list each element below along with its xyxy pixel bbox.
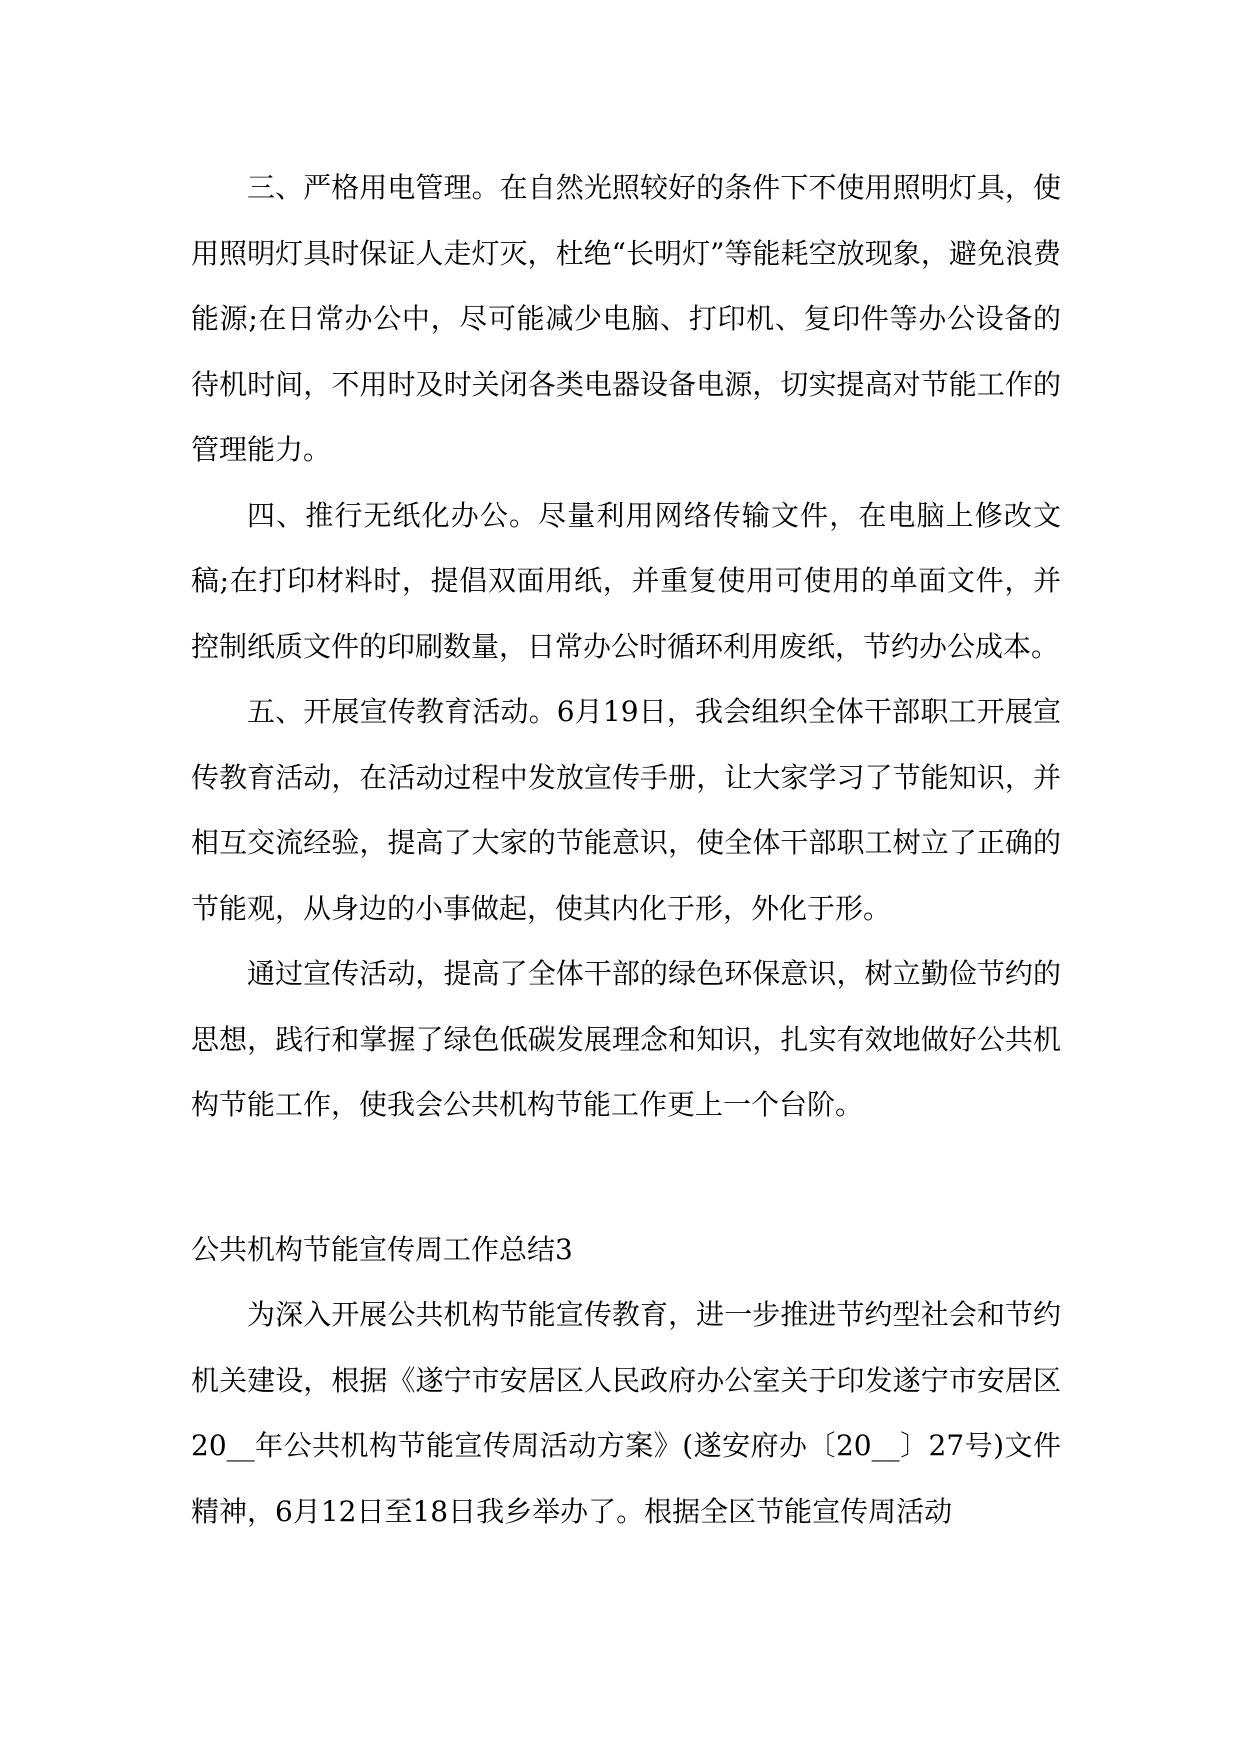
section-heading: 公共机构节能宣传周工作总结3 bbox=[191, 1232, 573, 1266]
paragraph-section3-intro: 为深入开展公共机构节能宣传教育，进一步推进节约型社会和节约机关建设，根据《遂宁市安居区人民政府办公室关于印发遂宁市安居区20__年公共机构节能宣传周活动方案》(遂安府办〔20__〕27号)文件精神，6月12日至18日我乡举办了。根据全区节能宣传周活动 bbox=[191, 1298, 1061, 1528]
document-page bbox=[191, 155, 1061, 1544]
paragraph-activity-summary: 通过宣传活动，提高了全体干部的绿色环保意识，树立勤俭节约的思想，践行和掌握了绿色低碳发展理念和知识，扎实有效地做好公共机构节能工作，使我会公共机构节能工作更上一个台阶。 bbox=[191, 957, 1061, 1121]
paragraph-paperless-office: 四、推行无纸化办公。尽量利用网络传输文件，在电脑上修改文稿;在打印材料时，提倡双面用纸，并重复使用可使用的单面文件，并控制纸质文件的印刷数量，日常办公时循环利用废纸，节约办公成本。 bbox=[191, 498, 1061, 663]
section-gap bbox=[191, 1138, 1061, 1217]
paragraph-electricity-management: 三、严格用电管理。在自然光照较好的条件下不使用照明灯具，使用照明灯具时保证人走灯灭，杜绝“长明灯”等能耗空放现象，避免浪费能源;在日常办公中，尽可能减少电脑、打印机、复印件等办公设备的待机时间，不用时及时关闭各类电器设备电源，切实提高对节能工作的管理能力。 bbox=[191, 171, 1061, 466]
paragraph-education-activity: 五、开展宣传教育活动。6月19日，我会组织全体干部职工开展宣传教育活动，在活动过程中发放宣传手册，让大家学习了节能知识，并相互交流经验，提高了大家的节能意识，使全体干部职工树立了正确的节能观，从身边的小事做起，使其内化于形，外化于形。 bbox=[191, 695, 1061, 925]
